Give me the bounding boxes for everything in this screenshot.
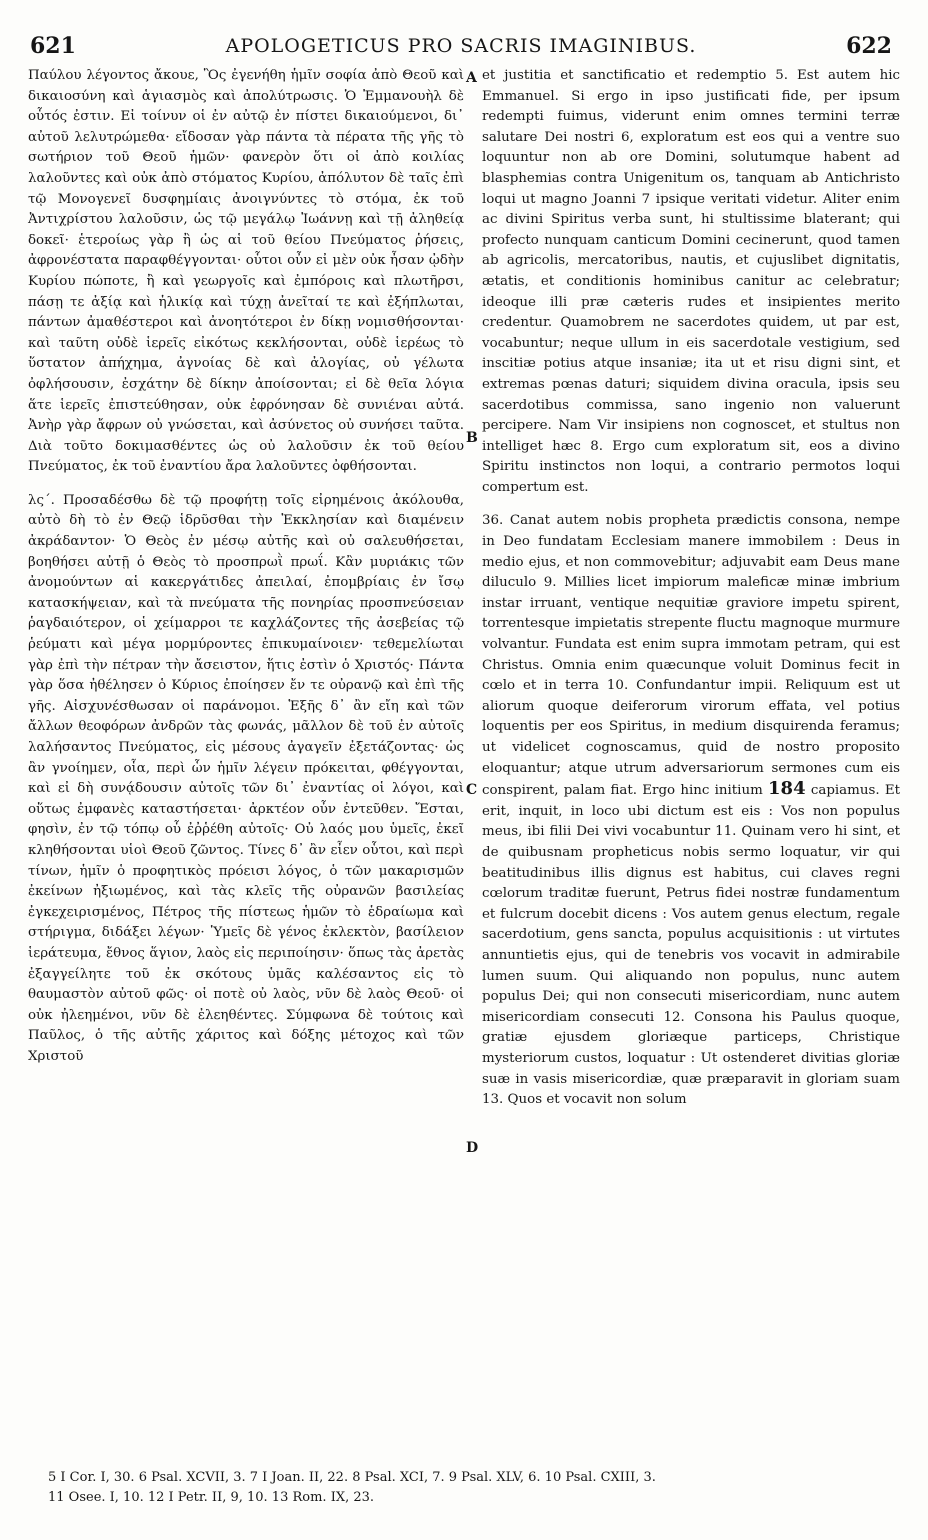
footnotes (48, 1468, 898, 1508)
latin-paragraph-2-text: 36. Canat autem nobis propheta prædictis consona, nempe in Deo fundatam Ecclesiam manere immobilem : Deus in medio ejus, et non commovebitur; adjuvabit eam Deus mane diluculo 9. Millies licet impiorum maleficæ minæ imbrium instar irruant, ventique nequitiæ graviore impetu spirent, torrentesque impietatis strepente fluctu magnoque murmure volvantur. Fundata est enim supra immotam petram, qui est Christus. Omnia enim quæcunque voluit Dominus fecit in cœlo et in terra 10. Confundantur impii. Reliquum est ut aliorum quoque deiferorum virorum effata, vel potius loquentis per eos Spiritus, in medium disquirenda feramus; ut videlicet cognoscamus, quid de nostro proposito eloquantur; atque utrum adversariorum sermones cum eis conspirent, palam fiat. Ergo hinc initium (482, 513, 900, 799)
running-title: APOLOGETICUS PRO SACRIS IMAGINIBUS. (225, 35, 697, 57)
greek-paragraph-1: Παύλου λέγοντος ἄκουε, Ὃς ἐγενήθη ἡμῖν σοφία ἀπὸ Θεοῦ καὶ δικαιοσύνη καὶ ἁγιασμὸς καὶ ἀπολύτρωσις. Ὁ Ἐμμανουὴλ δὲ οὗτός ἐστιν. Εἰ τοίνυν οἱ ἐν αὐτῷ ἐν πίστει δικαιούμενοι, δι᾽ αὐτοῦ λελυτρώμεθα· εἴδοσαν γὰρ πάντα τὰ πέρατα τῆς γῆς τὸ σωτήριον τοῦ Θεοῦ ἡμῶν· φανερὸν ὅτι οἱ ἀπὸ κοιλίας λαλοῦντες καὶ οὐκ ἀπὸ στόματος Κυρίου, ἀπόλυτον δὲ ταῖς ἐπὶ τῷ Μονογενεῖ δυσφημίαις ἀνοιγνύντες τὸ στόμα, ἐκ τοῦ Ἀντιχρίστου λαλοῦσιν, ὡς τῷ μεγάλῳ Ἰωάννῃ καὶ τῇ ἀληθείᾳ δοκεῖ· ἑτεροίως γὰρ ἢ ὡς αἱ τοῦ θείου Πνεύματος ῥήσεις, ἀφρονέστατα παραφθέγγονται· οὗτοι οὖν εἰ μὲν οὐκ ἦσαν ᾠδὴν Κυρίου πώποτε, ἢ καὶ γεωργοῖς καὶ ἐμπόροις καὶ πλωτῆρσι, πάσῃ τε ἀξίᾳ καὶ ἡλικίᾳ καὶ τύχῃ ἀνεῖταί τε καὶ ἐξήπλωται, πάντων ἀμαθέστεροι καὶ ἀνοητότεροι ἐν δίκῃ νομισθήσονται· καὶ ταῦτη οὐδὲ ἱερεῖς εἰκότως κεκλήσονται, οὐδὲ ἱερέως τὸ ὕστατον ἀπήχημα, ἀγνοίας δὲ καὶ ἀλογίας, οὐ γέλωτα ὀφλήσουσιν, ἐσχάτην δὲ δίκην ἀποίσονται; εἰ δὲ θεῖα λόγια ἅτε ἱερεῖς ἐπιστεύθησαν, οὐκ ἐφρόνησαν δὲ συνιέναι αὐτά. Ἀνὴρ γὰρ ἄφρων οὐ γνώσεται, καὶ ἀσύνετος οὐ συνήσει ταῦτα. Διὰ τοῦτο δοκιμασθέντες ὡς οὐ λαλοῦσιν ἐκ τοῦ θείου Πνεύματος, ἐκ τοῦ ἐναντίου ἄρα λαλοῦντες ὀφθήσονται. (28, 68, 464, 475)
latin-paragraph-2 (482, 511, 900, 1110)
greek-paragraph-2: λς΄. Προσαδέσθω δὲ τῷ προφήτῃ τοῖς εἰρημένοις ἀκόλουθα, αὐτὸ δὴ τὸ ἐν Θεῷ ἱδρῦσθαι τὴν Ἐκκλησίαν καὶ διαμένειν ἀκράδαντον· Ὁ Θεὸς ἐν μέσῳ αὐτῆς καὶ οὐ σαλευθήσεται, βοηθήσει αὐτῇ ὁ Θεὸς τὸ προσπρωῒ πρωΐ. Κἂν μυριάκις τῶν ἀνομούντων αἱ κακεργάτιδες ἀπειλαί, ἐπομβρίαις ἐν ἴσῳ κατασκήψειαν, καὶ τὰ πνεύματα τῆς πονηρίας προσπνεύσειαν ῥαγδαιότερον, οἱ χείμαρροι τε καχλάζοντες τῆς ἀσεβείας τῷ ῥεύματι καὶ μέγα μορμύροντες ἐπικυμαίνοιεν· τεθεμελίωται γὰρ ἐπὶ τὴν πέτραν τὴν ἄσειστον, ἥτις ἐστὶν ὁ Χριστός· Πάντα γὰρ ὅσα ἠθέλησεν ὁ Κύριος ἐποίησεν ἔν τε οὐρανῷ καὶ ἐπὶ τῆς γῆς. Αἰσχυνέσθωσαν οἱ παράνομοι. Ἑξῆς δ᾽ ἂν εἴη καὶ τῶν ἄλλων θεοφόρων ἀνδρῶν τὰς φωνάς, μᾶλλον δὲ τοῦ ἐν αὐτοῖς λαλήσαντος Πνεύματος, εἰς μέσους ἀγαγεῖν ἐξετάζοντας· ὡς ἂν γνοίημεν, οἷα, περὶ ὧν ἡμῖν λέγειν πρόκειται, φθέγγονται, καὶ εἰ δὴ συνᾴδουσιν αὐτοῖς τῶν δι᾽ ἐναντίας οἱ λόγοι, καὶ οὕτως ἐμφανὲς καταστήσεται· ἀρκτέον οὖν ἐντεῦθεν. Ἔσται, φησὶν, ἐν τῷ τόπῳ οὗ ἐῤῥέθη αὐτοῖς· Οὐ λαός μου ὑμεῖς, ἐκεῖ κληθήσονται υἱοὶ Θεοῦ ζῶντος. Τίνες δ᾽ ἂν εἶεν οὗτοι, καὶ περὶ τίνων, ἡμῖν ὁ προφητικὸς πρόεισι λόγος, ὁ τῶν μακαρισμῶν ἐκείνων ἠξιωμένος, καὶ τὰς κλεῖς τῆς οὐρανῶν βασιλείας ἐγκεχειρισμένος, Πέτρος τῆς πίστεως ἡμῶν τὸ ἑδραίωμα καὶ στήριγμα, διδάξει λέγων· Ὑμεῖς δὲ γένος ἐκλεκτὸν, βασίλειον ἱεράτευμα, ἔθνος ἅγιον, λαὸς εἰς περιποίησιν· ὅπως τὰς ἀρετὰς ἐξαγγείλητε τοῦ ἐκ σκότους ὑμᾶς καλέσαντος εἰς τὸ θαυμαστὸν αὐτοῦ φῶς· οἱ ποτὲ οὐ λαὸς, νῦν δὲ λαὸς Θεοῦ· οἱ οὐκ ἠλεημένοι, νῦν δὲ ἐλεηθέντες. Σύμφωνα δὲ τούτοις καὶ Παῦλος, ὁ τῆς αὐτῆς χάριτος καὶ δόξης μέτοχος καὶ τῶν Χριστοῦ (28, 492, 464, 1064)
page-header (30, 33, 892, 63)
page-number-right: 622 (846, 33, 892, 59)
footnote-line-2: 11 Osee. I, 10. 12 I Petr. II, 9, 10. 13 Rom. IX, 23. (48, 1490, 375, 1505)
page-number-left: 621 (30, 33, 76, 59)
margin-marker-c: C (466, 782, 478, 798)
margin-marker-d: D (466, 1140, 479, 1156)
footnote-line-1: 5 I Cor. I, 30. 6 Psal. XCVII, 3. 7 I Joan. II, 22. 8 Psal. XCI, 7. 9 Psal. XLV, 6. 10 Psal. CXIII, 3. (48, 1470, 656, 1485)
column-number: 184 (768, 778, 806, 800)
margin-marker-a: A (466, 70, 477, 86)
latin-paragraph-1: et justitia et sanctificatio et redemptio 5. Est autem hic Emmanuel. Si ergo in ipso justificati fide, per ipsum redempti fuimus, viderunt enim omnes termini terræ salutare Dei nostri 6, exploratum est eos qui a ventre suo loquuntur non ab ore Domini, solutumque habent ad blasphemias contra Unigenitum os, tanquam ab Antichristo loqui ut magno Joanni 7 ipsique veritati videtur. Aliter enim ac divini Spiritus verba sunt, hi stultissime blaterant; qui profecto nunquam canticum Domini cecinerunt, quod tamen ab agricolis, mercatoribus, nautis, et cujuslibet dignitatis, ætatis, et conditionis hominibus canitur ac celebratur; ideoque illi præ cæteris rudes et insipientes merito credentur. Quamobrem ne sacerdotes quidem, ut par est, vocabuntur; neque ullum in eis sacerdotale vestigium, sed inscitiæ potius atque insaniæ; ita ut et risu digni sint, et extremas pœnas daturi; siquidem divina oracula, ipsis seu sacerdotibus commissa, sano ingenio non valuerunt percipere. Nam Vir insipiens non cognoscet, et stultus non intelliget hæc 8. Ergo cum exploratum sit, eos a divino Spiritu instinctos non loqui, a contrario permotos loqui compertum est. (482, 68, 900, 495)
latin-paragraph-2-continued: capiamus. Et erit, inquit, in loco ubi dictum est eis : Vos non populus meus, ibi filii Dei vivi vocabuntur 11. Quinam vero hi sint, et de quibusnam propheticus nobis sermo loquatur, vir qui beatitudinibus illis dignus est habitus, cui claves regni cœlorum traditæ fuerunt, Petrus fidei nostræ fundamentum et fulcrum docebit dicens : Vos autem genus electum, regale sacerdotium, gens sancta, populus acquisitionis : ut virtutes annuntietis ejus, qui de tenebris vos vocavit in admirabile lumen suum. Qui aliquando non populus, nunc autem populus Dei; qui non consecuti misericordiam, nunc autem misericordiam consecuti 12. Consona his Paulus quoque, gratiæ ejusdem gloriæque particeps, Christique mysteriorum custos, loquatur : Ut ostenderet divitias gloriæ suæ in vasis misericordiæ, quæ præparavit in gloriam suam 13. Quos et vocavit non solum (482, 783, 901, 1108)
margin-marker-b: B (466, 430, 478, 446)
greek-column (28, 66, 464, 1068)
latin-column (482, 66, 900, 1111)
